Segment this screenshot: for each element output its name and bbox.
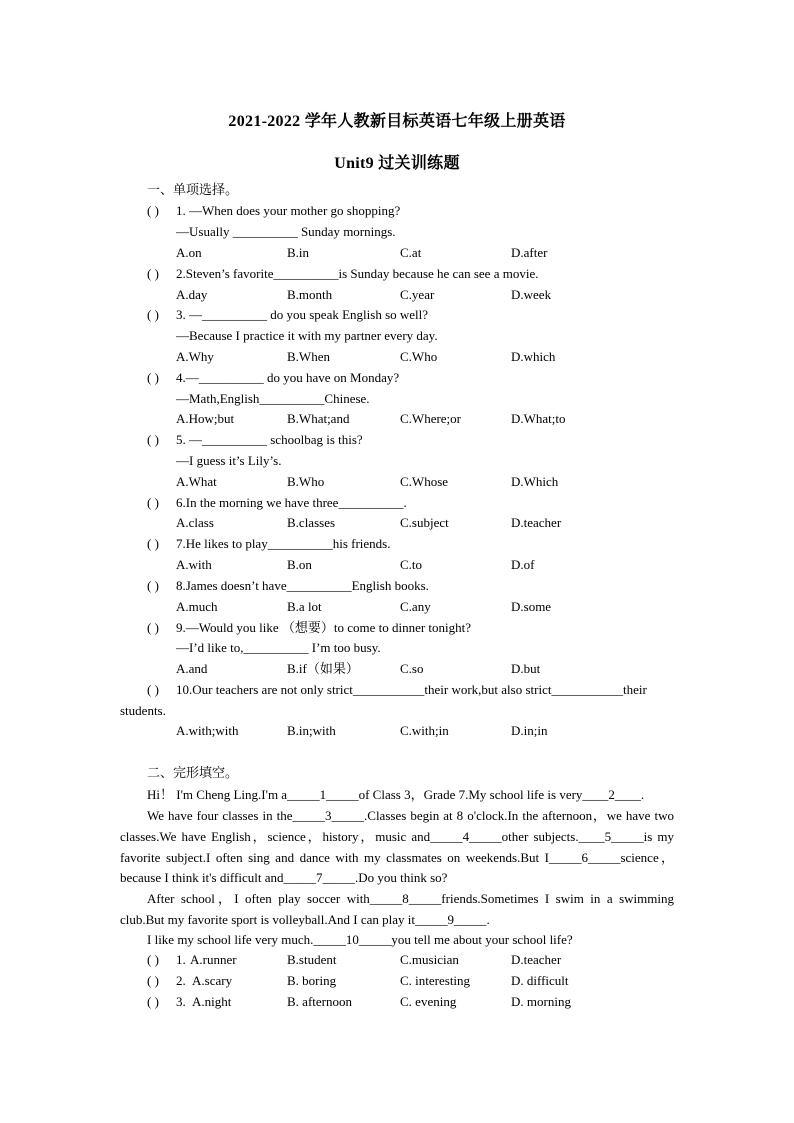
option-d: D.week xyxy=(511,287,552,302)
answer-paren: ( ) xyxy=(147,370,159,385)
option-a: A.scary xyxy=(192,973,233,988)
option-a: A.night xyxy=(192,994,232,1009)
answer-paren: ( ) xyxy=(147,266,159,281)
question-stem-line2: —I guess it’s Lily’s. xyxy=(176,453,282,468)
question-stem: 7.He likes to play__________his friends. xyxy=(176,536,391,551)
question-number: 2. xyxy=(176,973,186,988)
option-b: B.on xyxy=(287,557,312,572)
question-stem: 2.Steven’s favorite__________is Sunday because he can see a movie. xyxy=(176,266,539,281)
option-d: D.teacher xyxy=(511,952,562,967)
answer-paren: ( ) xyxy=(147,994,159,1009)
question-stem: 6.In the morning we have three__________. xyxy=(176,495,407,510)
answer-paren: ( ) xyxy=(147,682,159,697)
option-c: C.to xyxy=(400,557,423,572)
question-stem-line2: —Because I practice it with my partner every day. xyxy=(176,328,438,343)
option-c: C.Where;or xyxy=(400,411,462,426)
option-a: A.How;but xyxy=(176,411,235,426)
option-b: B. afternoon xyxy=(287,994,352,1009)
question-number: 1. xyxy=(176,952,186,967)
cloze-paragraph: I like my school life very much._____10_____you tell me about your school life? xyxy=(147,932,573,947)
option-a: A.class xyxy=(176,515,214,530)
option-d: D.but xyxy=(511,661,541,676)
question-stem-line2: —Math,English__________Chinese. xyxy=(176,391,370,406)
section-heading-cloze: 二、完形填空。 xyxy=(147,765,239,780)
option-b: B.month xyxy=(287,287,333,302)
option-c: C.Who xyxy=(400,349,438,364)
option-b: B.When xyxy=(287,349,330,364)
option-a: A.much xyxy=(176,599,218,614)
option-d: D.some xyxy=(511,599,552,614)
option-d: D.Which xyxy=(511,474,559,489)
question-stem: 9.—Would you like （想要）to come to dinner tonight? xyxy=(176,620,472,635)
option-c: C. interesting xyxy=(400,973,471,988)
option-c: C.with;in xyxy=(400,723,449,738)
option-c: C.at xyxy=(400,245,422,260)
option-d: D.which xyxy=(511,349,556,364)
question-number: 3. xyxy=(176,994,186,1009)
option-a: A.runner xyxy=(190,952,237,967)
option-d: D.teacher xyxy=(511,515,562,530)
option-b: B.Who xyxy=(287,474,325,489)
option-c: C.musician xyxy=(400,952,459,967)
question-stem: 3. —__________ do you speak English so well? xyxy=(176,307,429,322)
option-d: D.after xyxy=(511,245,548,260)
option-b: B.a lot xyxy=(287,599,322,614)
option-b: B.if（如果） xyxy=(287,661,359,676)
option-b: B.in xyxy=(287,245,310,260)
cloze-paragraph: After school，I often play soccer with_____8_____friends.Sometimes I swim in a swimming club.But my favorite sport is volleyball.And I can play it_____9_____. xyxy=(120,891,674,927)
answer-paren: ( ) xyxy=(147,620,159,635)
answer-paren: ( ) xyxy=(147,578,159,593)
option-a: A.with;with xyxy=(176,723,239,738)
option-b: B.classes xyxy=(287,515,336,530)
question-stem: 1. —When does your mother go shopping? xyxy=(176,203,401,218)
option-b: B.in;with xyxy=(287,723,336,738)
option-c: C.any xyxy=(400,599,431,614)
answer-paren: ( ) xyxy=(147,973,159,988)
question-stem-continued: students. xyxy=(120,703,166,718)
question-stem: 10.Our teachers are not only strict___________their work,but also strict___________their xyxy=(176,682,647,697)
option-a: A.Why xyxy=(176,349,214,364)
document-title: 2021-2022 学年人教新目标英语七年级上册英语 xyxy=(228,113,566,130)
option-c: C.year xyxy=(400,287,435,302)
question-stem: 8.James doesn’t have__________English books. xyxy=(176,578,429,593)
answer-paren: ( ) xyxy=(147,495,159,510)
answer-paren: ( ) xyxy=(147,952,159,967)
option-d: D. morning xyxy=(511,994,571,1009)
option-b: B. boring xyxy=(287,973,337,988)
cloze-paragraph: We have four classes in the_____3_____.Classes begin at 8 o'clock.In the afternoon，we have two classes.We have English，science，history，music and_____4_____other subjects.____5_____is my favorite subject.I often sing and dance with my classmates on weekends.But I_____6_____science，because I think it's difficult and_____7_____.Do you think so? xyxy=(120,808,674,886)
cloze-paragraph: Hi！ I'm Cheng Ling.I'm a_____1_____of Class 3，Grade 7.My school life is very____2____. xyxy=(147,787,645,802)
option-a: A.and xyxy=(176,661,208,676)
option-a: A.on xyxy=(176,245,202,260)
answer-paren: ( ) xyxy=(147,536,159,551)
option-d: D.What;to xyxy=(511,411,566,426)
question-stem-line2: —I’d like to,__________ I’m too busy. xyxy=(176,640,381,655)
answer-paren: ( ) xyxy=(147,203,159,218)
option-d: D.in;in xyxy=(511,723,548,738)
option-a: A.day xyxy=(176,287,208,302)
option-d: D.of xyxy=(511,557,535,572)
answer-paren: ( ) xyxy=(147,307,159,322)
option-a: A.What xyxy=(176,474,217,489)
question-stem-line2: —Usually __________ Sunday mornings. xyxy=(176,224,396,239)
option-c: C.Whose xyxy=(400,474,449,489)
document-subtitle: Unit9 过关训练题 xyxy=(334,155,460,172)
question-stem: 5. —__________ schoolbag is this? xyxy=(176,432,363,447)
question-stem: 4.—__________ do you have on Monday? xyxy=(176,370,400,385)
option-b: B.student xyxy=(287,952,337,967)
option-a: A.with xyxy=(176,557,212,572)
option-c: C.subject xyxy=(400,515,449,530)
option-d: D. difficult xyxy=(511,973,569,988)
answer-paren: ( ) xyxy=(147,432,159,447)
option-c: C. evening xyxy=(400,994,457,1009)
option-b: B.What;and xyxy=(287,411,350,426)
section-heading-choice: 一、单项选择。 xyxy=(147,182,239,197)
option-c: C.so xyxy=(400,661,424,676)
